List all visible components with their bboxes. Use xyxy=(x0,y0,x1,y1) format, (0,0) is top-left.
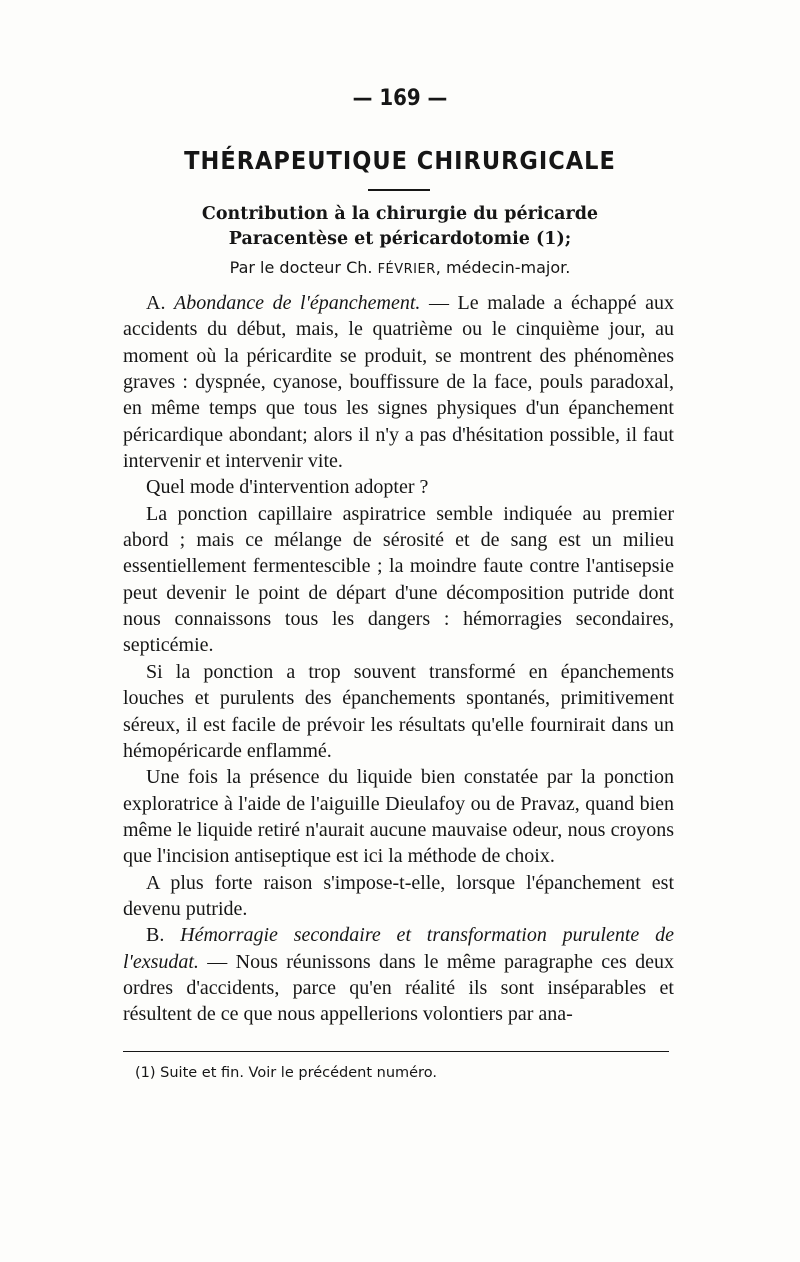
footnote-divider xyxy=(123,1051,669,1052)
byline-prefix: Par le docteur Ch. xyxy=(229,258,378,277)
section-title: THÉRAPEUTIQUE CHIRURGICALE xyxy=(184,146,616,175)
title-divider xyxy=(368,189,430,191)
paragraph-a-heading: Abondance de l'épanchement. xyxy=(174,292,421,314)
paragraph-question: Quel mode d'intervention adopter ? xyxy=(146,476,429,499)
paragraph-epanchements: Si la ponction a trop souvent transformé en épanchements louches et purulents des épanchements spontanés, primitivement séreux, il est facile de prévoir les résultats qu'elle fournirait dans un hémopéricarde enflammé. xyxy=(123,660,674,762)
paragraph-b-text: — Nous réunissons dans le même paragraphe ces deux ordres d'accidents, parce qu'en réalité ils sont inséparables et résultent de ce que nous appellerions volontiers par ana- xyxy=(123,950,674,1026)
paragraph-b-label: B. xyxy=(146,924,181,947)
byline-suffix: , médecin-major. xyxy=(435,258,571,277)
paragraph-a xyxy=(123,290,674,474)
paragraph-incision: Une fois la présence du liquide bien constatée par la ponction exploratrice à l'aide de l'aiguille Dieulafoy ou de Pravaz, quand bien même le liquide retiré n'aurait aucune mauvaise odeur, nous croyons que l'incision antiseptique est ici la méthode de choix. xyxy=(123,766,674,868)
paragraph-putride: A plus forte raison s'impose-t-elle, lorsque l'épanchement est devenu putride. xyxy=(123,871,674,920)
page-number: — 169 — xyxy=(352,86,448,111)
paragraph-a-label: A. xyxy=(146,292,175,314)
article-title-line-1: Contribution à la chirurgie du péricarde xyxy=(201,204,599,224)
author-name: FÉVRIER xyxy=(377,262,436,277)
paragraph-ponction: La ponction capillaire aspiratrice semble indiquée au premier abord ; mais ce mélange de sérosité et de sang est un milieu essentiellement fermentescible ; la moindre faute contre l'antisepsie peut devenir le point de départ d'une décomposition putride dont nous connaissons tous les dangers : hémorragies secondaires, septicémie. xyxy=(123,502,674,657)
paragraph-a-text: — Le malade a échappé aux accidents du début, mais, le quatrième ou le cinquième jour, au moment où la péricardite se produit, se montrent des phénomènes graves : dyspnée, cyanose, bouffissure de la face, pouls paradoxal, en même temps que tous les signes physiques d'un épanchement péricardique abondant; alors il n'y a pas d'hésitation possible, il faut intervenir et intervenir vite. xyxy=(123,292,674,473)
paragraph-b xyxy=(123,922,674,1027)
article-title-line-2: Paracentèse et péricardotomie (1); xyxy=(228,229,572,249)
article-body xyxy=(123,290,674,1028)
footnote: (1) Suite et fin. Voir le précédent numéro. xyxy=(135,1065,437,1081)
author-byline xyxy=(0,258,800,277)
paragraph-b-heading: Hémorragie secondaire et transformation purulente de l'exsudat. xyxy=(123,924,674,973)
